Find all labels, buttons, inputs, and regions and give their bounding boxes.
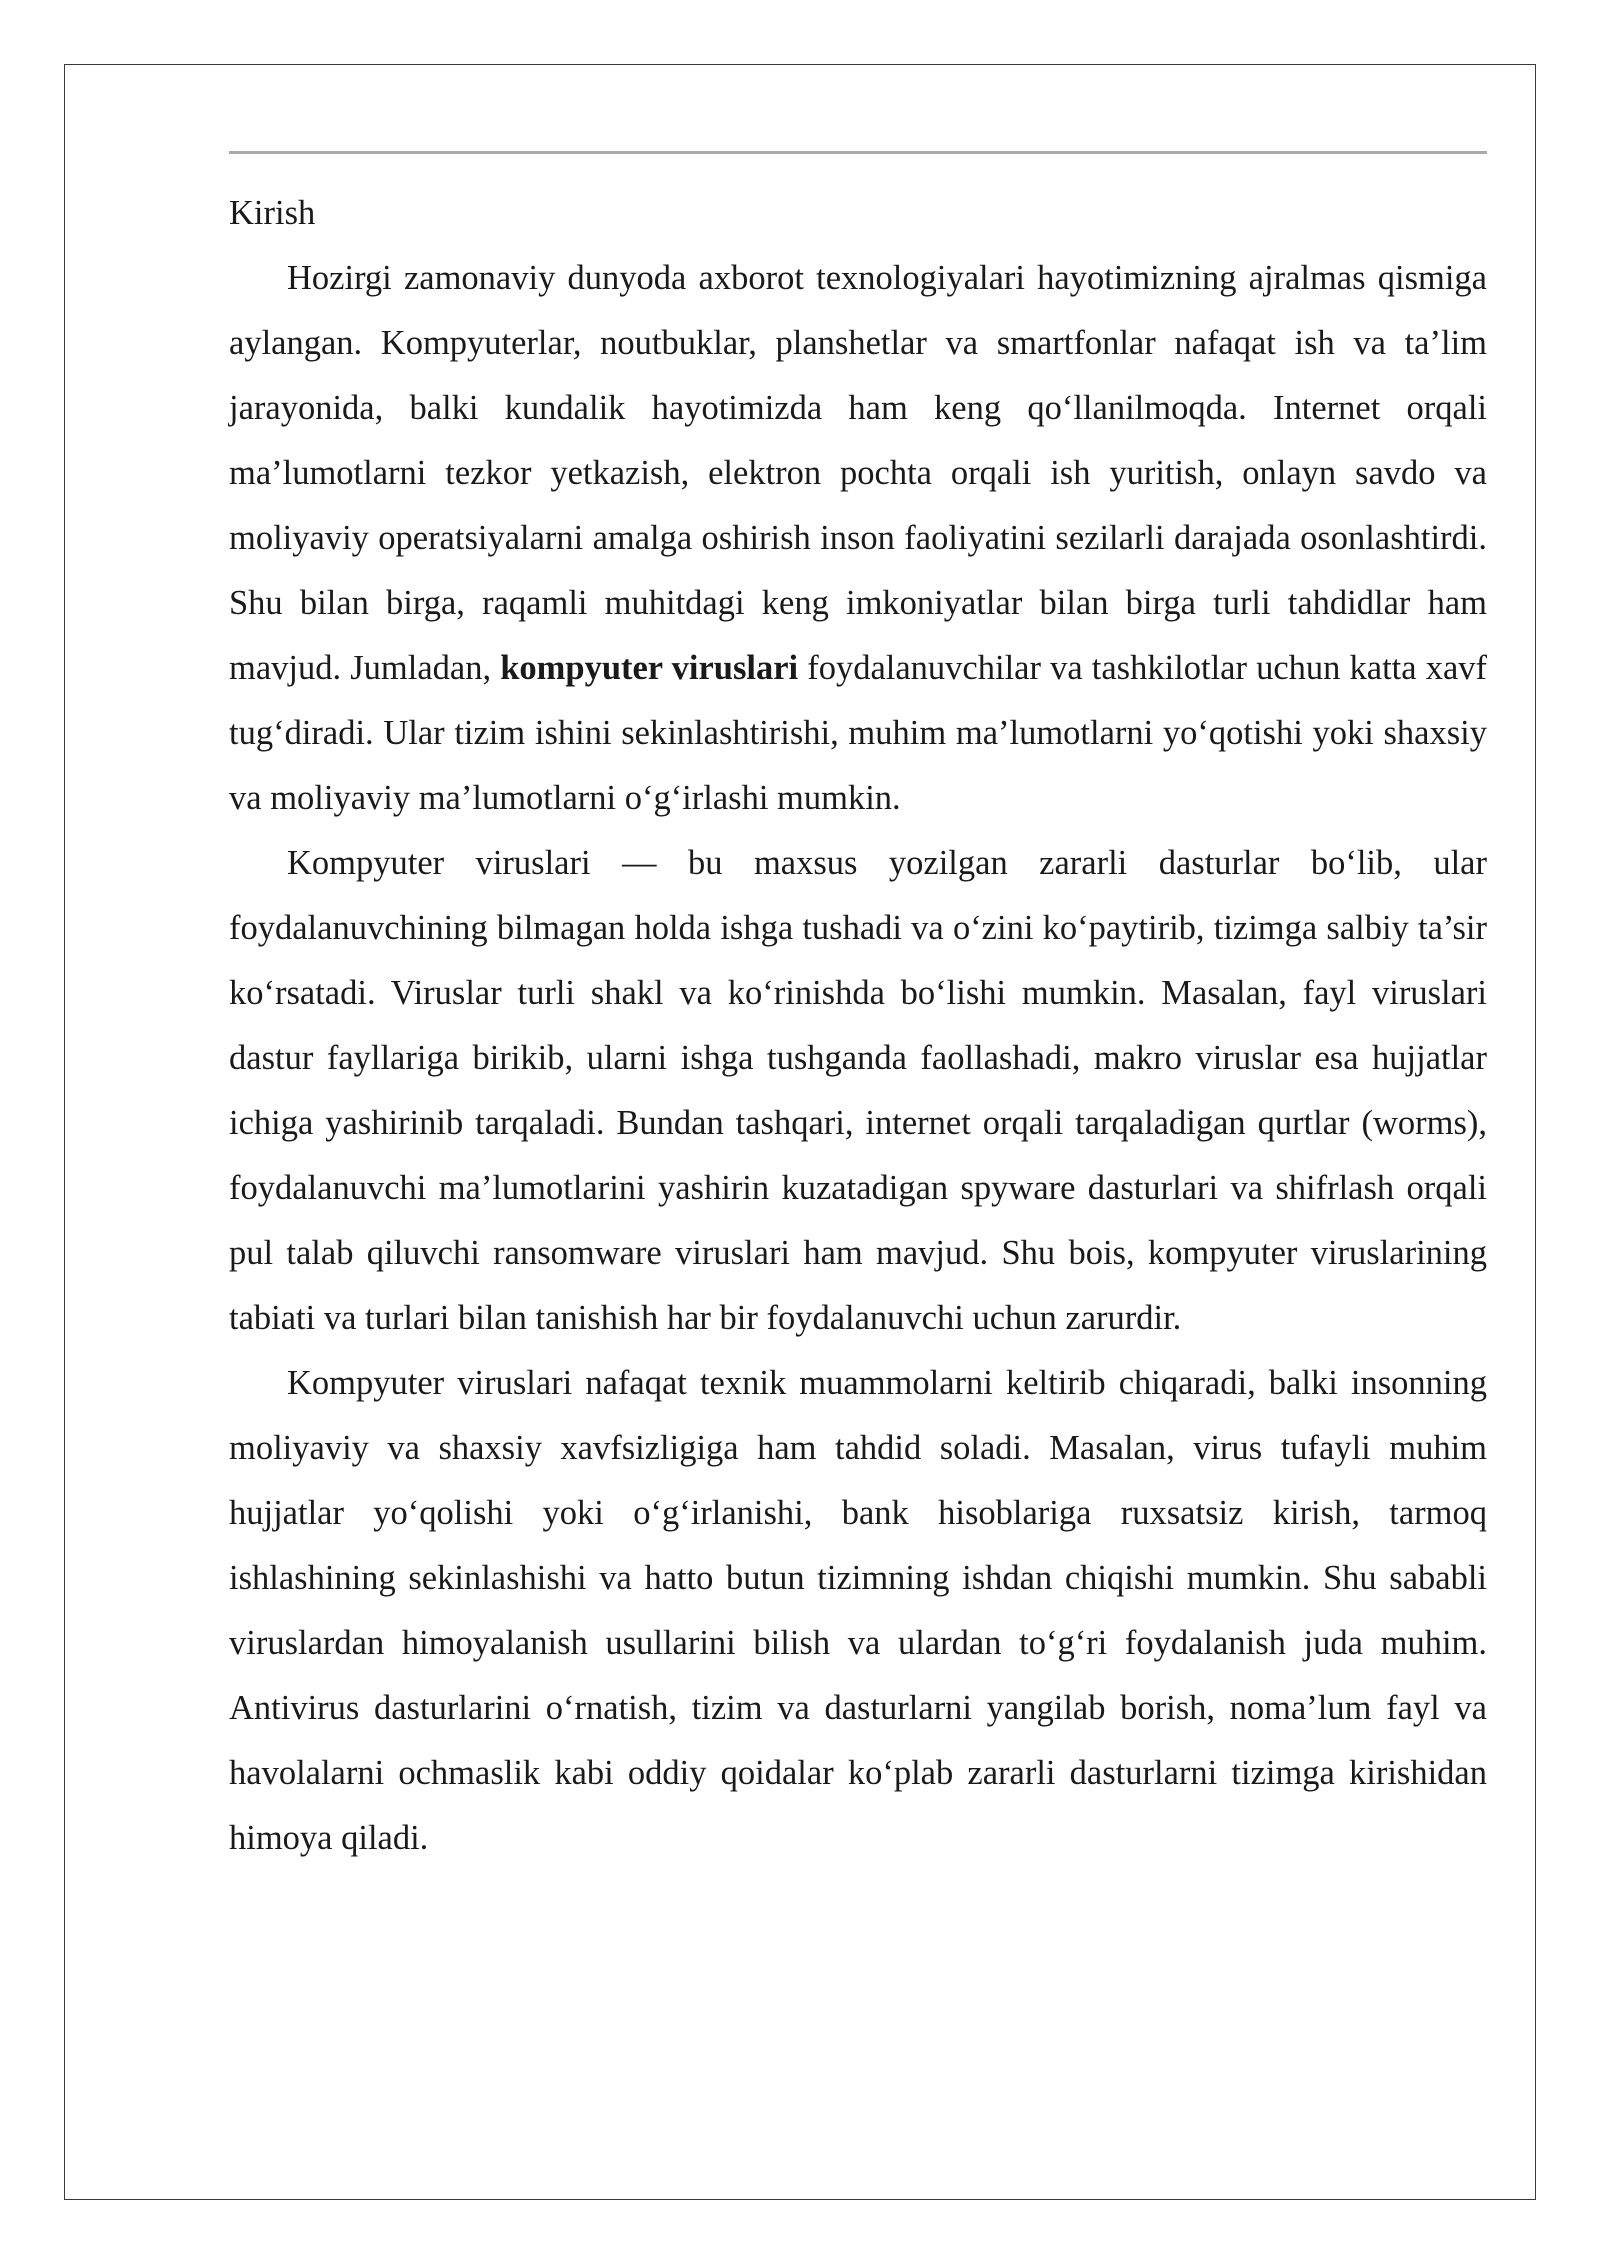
document-body xyxy=(229,181,1487,1871)
paragraph-2: Kompyuter viruslari — bu maxsus yozilgan zararli dasturlar bo‘lib, ular foydalanuvchining bilmagan holda ishga tushadi va o‘zini ko‘paytirib, tizimga salbiy ta’sir ko‘rsatadi. Viruslar turli shakl va ko‘rinishda bo‘lishi mumkin. Masalan, fayl viruslari dastur fayllariga birikib, ularni ishga tushganda faollashadi, makro viruslar esa hujjatlar ichiga yashirinib tarqaladi. Bundan tashqari, internet orqali tarqaladigan qurtlar (worms), foydalanuvchi ma’lumotlarini yashirin kuzatadigan spyware dasturlari va shifrlash orqali pul talab qiluvchi ransomware viruslari ham mavjud. Shu bois, kompyuter viruslarining tabiati va turlari bilan tanishish har bir foydalanuvchi uchun zarurdir. xyxy=(229,844,1487,1337)
paragraph-1-text-end: foydalanuvchilar va tashkilotlar uchun katta xavf tug‘diradi. Ular tizim ishini sekinlashtirishi, muhim ma’lumotlarni yo‘qotishi yoki shaxsiy va moliyaviy ma’lumotlarni o‘g‘irlashi mumkin. xyxy=(229,649,1487,817)
paragraph-1 xyxy=(229,246,1487,831)
section-heading: Kirish xyxy=(229,194,316,232)
header-rule xyxy=(229,151,1487,154)
paragraph-1-text-start: Hozirgi zamonaviy dunyoda axborot texnologiyalari hayotimizning ajralmas qismiga aylangan. Kompyuterlar, noutbuklar, planshetlar va smartfonlar nafaqat ish va ta’lim jarayonida, balki kundalik hayotimizda ham keng qo‘llanilmoqda. Internet orqali ma’lumotlarni tezkor yetkazish, elektron pochta orqali ish yuritish, onlayn savdo va moliyaviy operatsiyalarni amalga oshirish inson faoliyatini sezilarli darajada osonlashtirdi. Shu bilan birga, raqamli muhitdagi keng imkoniyatlar bilan birga turli tahdidlar ham mavjud. Jumladan, xyxy=(229,259,1487,687)
paragraph-3: Kompyuter viruslari nafaqat texnik muammolarni keltirib chiqaradi, balki insonning moliyaviy va shaxsiy xavfsizligiga ham tahdid soladi. Masalan, virus tufayli muhim hujjatlar yo‘qolishi yoki o‘g‘irlanishi, bank hisoblariga ruxsatsiz kirish, tarmoq ishlashining sekinlashishi va hatto butun tizimning ishdan chiqishi mumkin. Shu sababli viruslardan himoyalanish usullarini bilish va ulardan to‘g‘ri foydalanish juda muhim. Antivirus dasturlarini o‘rnatish, tizim va dasturlarni yangilab borish, noma’lum fayl va havolalarni ochmaslik kabi oddiy qoidalar ko‘plab zararli dasturlarni tizimga kirishidan himoya qiladi. xyxy=(229,1364,1487,1857)
paragraph-1-bold-term: kompyuter viruslari xyxy=(500,649,799,687)
